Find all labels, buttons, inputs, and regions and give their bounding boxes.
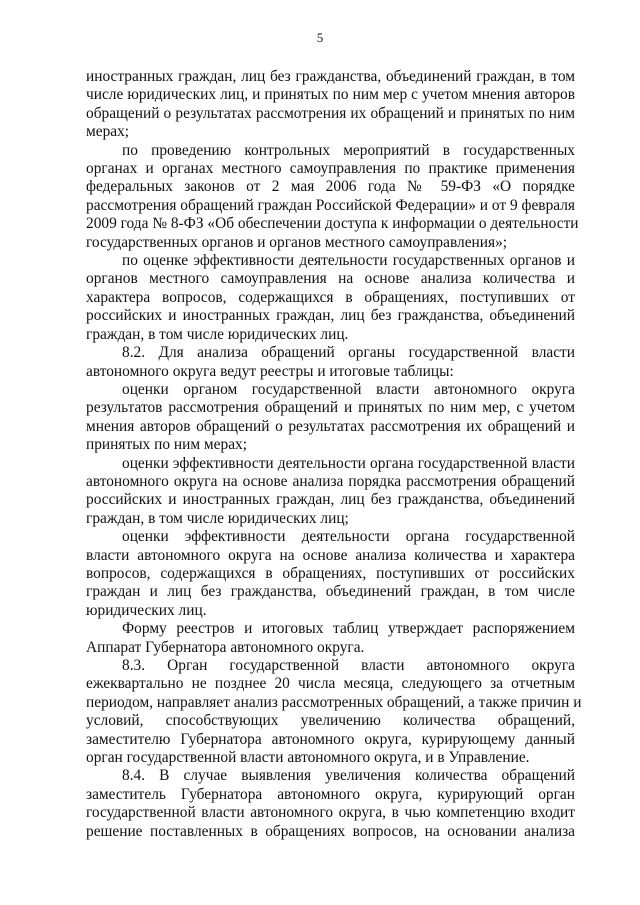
text-line: власти автономного округа на основе анализа количества и характера xyxy=(86,546,575,564)
text-line: иностранных граждан, лиц без гражданства, объединений граждан, в том xyxy=(86,68,575,85)
text-line: граждан, в том числе юридических лиц; xyxy=(86,509,349,527)
text-line: 8.2. Для анализа обращений органы государственной власти xyxy=(122,344,575,362)
text-line: оценки эффективности деятельности органа государственной власти xyxy=(122,454,575,472)
text-line: оценки эффективности деятельности органа государственной xyxy=(122,528,575,546)
text-line: по проведению контрольных мероприятий в государственных xyxy=(122,141,575,159)
text-line: юридических лиц. xyxy=(86,601,207,619)
text-line: периодом, направляет анализ рассмотренных обращений, а также причин и xyxy=(86,693,582,711)
text-line: мерах; xyxy=(86,123,130,141)
text-line: Аппарат Губернатора автономного округа. xyxy=(86,638,365,656)
text-line: оценки органом государственной власти автономного округа xyxy=(122,380,575,398)
text-line: условий, способствующих увеличению количества обращений, xyxy=(86,712,575,730)
page-number: 5 xyxy=(316,30,324,45)
text-line: принятых по ним мерах; xyxy=(86,436,248,454)
text-line: вопросов, содержащихся в обращениях, поступивших от российских xyxy=(86,564,575,582)
text-line: государственной власти автономного округа, в чью компетенцию входит xyxy=(86,804,575,822)
text-line: 2009 года № 8-ФЗ «Об обеспечении доступа к информации о деятельности xyxy=(86,215,579,233)
text-line: органах и органах местного самоуправления по практике применения xyxy=(86,160,575,178)
text-line: автономного округа ведут реестры и итоговые таблицы: xyxy=(86,362,454,380)
document-body xyxy=(86,68,582,841)
text-line: результатов рассмотрения обращений и принятых по ним мер, с учетом xyxy=(86,399,575,417)
text-line: обращений о результатах рассмотрения их обращений и принятых по ним xyxy=(86,104,575,122)
text-line: решение поставленных в обращениях вопросов, на основании анализа xyxy=(86,822,575,840)
text-line: автономного округа на основе анализа порядка рассмотрения обращений xyxy=(86,472,575,490)
text-line: числе юридических лиц, и принятых по ним мер с учетом мнения авторов xyxy=(86,86,575,104)
text-line: заместитель Губернатора автономного округа, курирующий орган xyxy=(86,785,575,803)
text-line: заместителю Губернатора автономного округа, курирующему данный xyxy=(86,730,575,748)
text-line: 8.3. Орган государственной власти автономного округа xyxy=(122,657,575,674)
text-line: граждан, в том числе юридических лиц. xyxy=(86,325,349,343)
text-line: мнения авторов обращений о результатах рассмотрения их обращений и xyxy=(86,417,575,435)
text-line: характера вопросов, содержащихся в обращениях, поступивших от xyxy=(86,288,575,306)
text-line: ежеквартально не позднее 20 числа месяца, следующего за отчетным xyxy=(86,675,575,693)
text-line: 8.4. В случае выявления увеличения количества обращений xyxy=(122,767,575,785)
text-line: государственных органов и органов местного самоуправления»; xyxy=(86,233,508,251)
text-line: российских и иностранных граждан, лиц без гражданства, объединений xyxy=(86,307,575,325)
text-line: федеральных законов от 2 мая 2006 года № 59-ФЗ «О порядке xyxy=(86,178,575,196)
text-line: рассмотрения обращений граждан Российской Федерации» и от 9 февраля xyxy=(86,196,575,214)
text-line: российских и иностранных граждан, лиц без гражданства, объединений xyxy=(86,491,575,509)
text-line: органов местного самоуправления на основе анализа количества и xyxy=(86,270,575,288)
text-line: Форму реестров и итоговых таблиц утверждает распоряжением xyxy=(122,620,575,638)
text-line: орган государственной власти автономного округа, и в Управление. xyxy=(86,749,530,767)
text-line: граждан и лиц без гражданства, объединений граждан, в том числе xyxy=(86,583,575,601)
text-line: по оценке эффективности деятельности государственных органов и xyxy=(122,252,575,270)
